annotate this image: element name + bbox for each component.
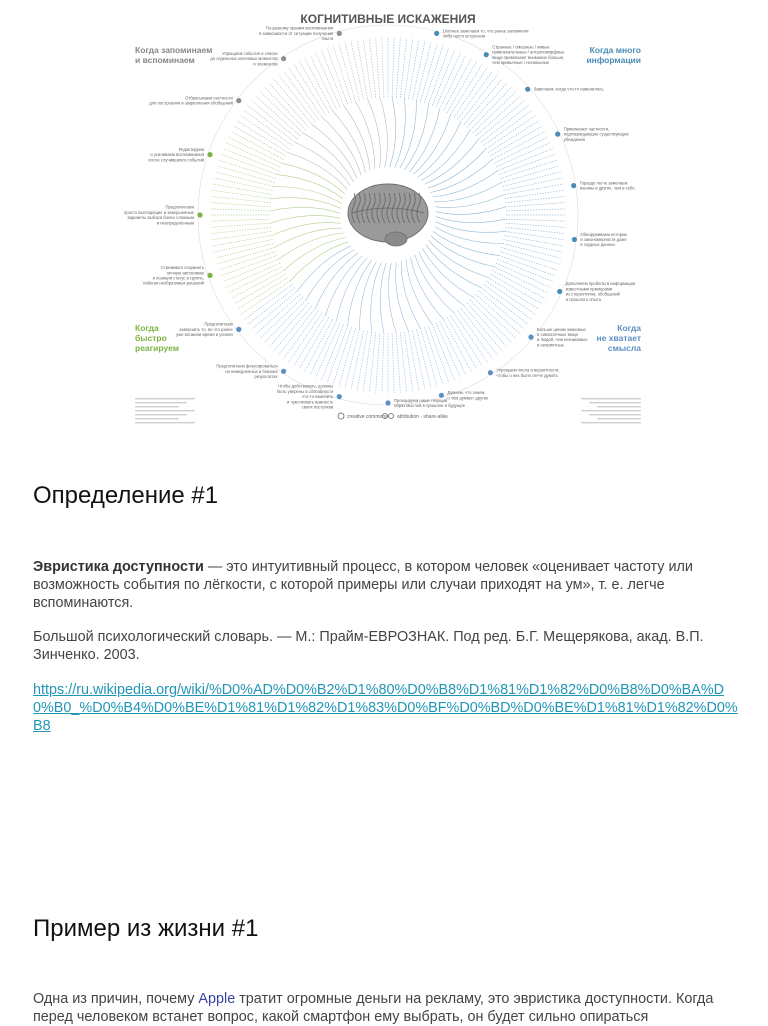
- bias-item-line: [210, 219, 270, 221]
- brain-shape: [348, 184, 428, 242]
- bias-branch: [421, 130, 470, 180]
- bias-item-line: [451, 64, 483, 115]
- category-note-line: в скудных данных: [580, 242, 616, 248]
- credit-line: [135, 414, 187, 415]
- bias-item-line: [488, 121, 539, 153]
- bias-item-line: [294, 64, 326, 115]
- bias-branch: [282, 163, 345, 194]
- bias-item-line: [392, 333, 394, 393]
- bias-item-line: [231, 270, 284, 298]
- bias-item-line: [333, 327, 352, 384]
- category-note-line: и неопределённым: [156, 220, 194, 226]
- category-dot: [557, 289, 562, 294]
- category-note-line: Обнаруживаем истории: [580, 231, 627, 237]
- bias-item-line: [396, 333, 400, 393]
- category-note-line: и позиции статус в группе,: [152, 275, 204, 281]
- category-note-line: Предпочитаем: [204, 321, 233, 327]
- bias-item-line: [274, 79, 313, 125]
- bias-item-line: [464, 79, 503, 125]
- bias-item-line: [213, 184, 272, 194]
- definition-paragraph: [33, 558, 738, 612]
- bias-item-line: [333, 46, 352, 103]
- category-note-line: убеждения: [563, 136, 585, 142]
- bias-item-line: [464, 305, 503, 351]
- bias-item-line: [231, 131, 284, 159]
- category-dot: [207, 152, 212, 157]
- category-note-line: По-разному храним воспоминания: [265, 25, 334, 31]
- bias-item-line: [213, 236, 272, 246]
- bias-item-line: [357, 40, 367, 99]
- definition-source: Большой психологический словарь. — М.: Прайм-ЕВРОЗНАК. Под ред. Б.Г. Мещерякова, акад. В.П. Зинченко. 2003.: [33, 629, 704, 663]
- bias-item-line: [486, 281, 536, 315]
- bias-branch: [426, 245, 481, 288]
- credit-line: [135, 402, 187, 403]
- category-note-line: Чтобы действовать, должны: [278, 383, 334, 389]
- category-note-line: просто выглядящие и завершенные: [124, 209, 194, 215]
- bias-item-line: [461, 308, 498, 355]
- bias-item-line: [505, 231, 564, 239]
- category-note-line: уже вложили время и усилия: [176, 332, 233, 338]
- bias-item-line: [278, 308, 315, 355]
- category-note-line: из стереотипов, обобщений: [565, 291, 620, 297]
- bias-item-line: [274, 305, 313, 351]
- bias-branch: [270, 207, 340, 213]
- bias-branch: [436, 207, 506, 215]
- bias-item-line: [417, 330, 432, 388]
- bias-item-line: [219, 252, 276, 271]
- bias-branch: [271, 198, 340, 209]
- bias-branch: [356, 102, 375, 169]
- bias-branch: [395, 98, 406, 167]
- bias-item-line: [506, 209, 566, 211]
- brand-name: Apple: [198, 991, 236, 1007]
- credit-line: [581, 410, 641, 411]
- category-dot: [337, 394, 342, 399]
- category-note-line: Замечаем, когда что-то изменилось: [533, 86, 604, 92]
- footer-license: attribution - share-alike: [397, 414, 448, 420]
- bias-item-line: [497, 259, 553, 282]
- share-alike-icon: [389, 414, 394, 419]
- quadrant-info-label: информации: [586, 55, 641, 65]
- bias-item-line: [481, 288, 528, 325]
- bias-item-line: [215, 244, 273, 259]
- bias-branch: [418, 122, 461, 177]
- bias-branch: [428, 149, 486, 188]
- cc-logo-icon: [338, 413, 344, 419]
- bias-branch: [360, 262, 377, 330]
- category-note-line: и прошлого опыта: [565, 296, 602, 302]
- category-dot: [434, 31, 439, 36]
- category-note-line: чем привычные / несмешные: [492, 60, 550, 65]
- category-note-line: быть уверены в способности: [276, 388, 334, 394]
- bias-item-line: [252, 101, 298, 140]
- category-note-line: вещи привлекают внимание больше,: [492, 54, 565, 60]
- category-dot: [281, 56, 286, 61]
- category-note-line: изъяны в других, чем в себе: [579, 185, 635, 191]
- category-note-line: известными примерами: [565, 286, 613, 292]
- bias-branch: [434, 183, 501, 202]
- category-note-line: Предпочитаем: [165, 204, 194, 210]
- category-note-line: о чём думают другие: [447, 395, 489, 401]
- category-note-line: Больше ценим знакомые: [537, 326, 586, 332]
- bias-branch: [431, 236, 494, 267]
- bias-item-line: [214, 178, 273, 191]
- bias-item-line: [417, 42, 432, 100]
- bias-item-line: [345, 330, 360, 388]
- bias-item-line: [443, 319, 471, 372]
- credit-line: [135, 406, 179, 407]
- category-note-line: Странные / смешные / живые: [492, 44, 550, 50]
- category-note-line: Стремимся сохранить: [160, 265, 204, 271]
- category-dot: [484, 52, 489, 57]
- bias-item-line: [304, 319, 332, 372]
- bias-item-line: [237, 121, 288, 153]
- bias-item-line: [376, 333, 380, 393]
- quadrant-speed-label: реагируем: [135, 343, 180, 353]
- category-note-line: Дополняем пробелы в информации: [565, 281, 636, 287]
- bias-item-line: [316, 52, 340, 107]
- brain-cerebellum: [385, 232, 407, 246]
- bias-item-line: [496, 143, 551, 167]
- cognitive-biases-wheel: [124, 0, 643, 430]
- example-text-after: тратит огромные деньги на рекламу, это эвристика доступности. Когда перед человеком встанет вопрос, какой смартфон ему выбрать, он будет сильно опираться: [33, 991, 714, 1025]
- category-note-line: завершить то, во что ранее: [179, 326, 233, 332]
- bias-item-line: [436, 323, 460, 378]
- brain-icon: [348, 184, 428, 246]
- bias-item-line: [248, 105, 295, 142]
- bias-item-line: [345, 42, 360, 100]
- bias-branch: [404, 104, 428, 170]
- credit-line: [597, 418, 641, 419]
- quadrant-meaning-label: смысла: [607, 343, 641, 353]
- bias-item-line: [492, 131, 545, 159]
- category-note-line: своих поступков: [301, 404, 334, 410]
- category-note-line: и закономерности даже: [580, 237, 627, 242]
- bias-item-line: [461, 75, 498, 122]
- definition-heading: Определение #1: [33, 482, 219, 509]
- bias-item-line: [392, 37, 394, 97]
- wikipedia-link[interactable]: https://ru.wikipedia.org/wiki/%D0%AD%D0%B2%D1%80%D0%B8%D1%81%D1%82%D0%B8%D0%BA%D0%B0_%D0%B4%D0%BE%D1%81%D1%82%D1%83%D0%BF%D0%BD%D0%BE%D1%81%D1%82%D0%B8: [33, 682, 738, 734]
- category-dot: [337, 31, 342, 36]
- bias-branch: [290, 242, 348, 281]
- category-note-line: в зависимости от ситуации получения: [259, 30, 334, 36]
- bias-item-line: [409, 331, 419, 390]
- quadrant-speed-label: Когда: [135, 323, 159, 333]
- bias-item-line: [351, 41, 364, 100]
- quadrant-meaning-label: не хватает: [596, 333, 641, 343]
- category-note-line: для построения и закрепления обобщений: [149, 100, 233, 106]
- quadrant-memory-label: и вспоминаем: [135, 55, 195, 65]
- bias-branch: [436, 217, 506, 223]
- credit-line: [135, 422, 195, 423]
- bias-branch: [390, 97, 396, 167]
- category-note-line: опыта: [321, 36, 334, 42]
- bias-item-line: [210, 209, 270, 211]
- bias-item-line: [404, 332, 412, 391]
- bias-item-line: [210, 203, 270, 207]
- category-note-line: на немедленных и близких: [225, 368, 278, 374]
- category-dot: [281, 369, 286, 374]
- bias-branch: [433, 231, 499, 255]
- bias-branch: [389, 263, 397, 333]
- bias-item-line: [481, 105, 528, 142]
- bias-item-line: [215, 172, 273, 187]
- credit-line: [597, 406, 641, 407]
- bias-branch: [275, 228, 342, 247]
- bias-branch: [380, 97, 388, 167]
- bias-branch: [303, 133, 353, 182]
- bias-branch: [435, 227, 503, 244]
- bias-branch: [415, 255, 454, 313]
- category-note-line: и чувствовать важность: [287, 399, 334, 405]
- bias-branch: [315, 253, 358, 308]
- category-note-line: подтверждающие существующие: [563, 131, 629, 137]
- category-dot: [572, 237, 577, 242]
- category-note-line: что-то изменить: [301, 394, 334, 400]
- bias-item-line: [357, 331, 367, 390]
- bias-item-line: [289, 67, 323, 117]
- bias-item-line: [363, 332, 371, 391]
- bias-item-line: [248, 288, 295, 325]
- bias-item-line: [240, 116, 290, 150]
- category-note-line: и элементов: [253, 61, 278, 67]
- bias-item-line: [425, 46, 444, 103]
- category-note-line: либо часто встречали: [442, 33, 486, 39]
- bias-item-line: [500, 160, 557, 179]
- cognitive-biases-figure: [124, 0, 643, 430]
- bias-item-line: [240, 281, 290, 315]
- bias-item-line: [500, 252, 557, 271]
- bias-item-line: [503, 244, 561, 259]
- category-note-line: и людей, чем незнакомые: [537, 337, 588, 343]
- quadrant-speed-label: быстро: [135, 333, 167, 343]
- category-note-line: Упрощаем события и списки: [222, 51, 278, 56]
- credit-line: [589, 414, 641, 415]
- bias-item-line: [404, 39, 412, 98]
- category-note-line: варианты выбора более сложным: [127, 215, 194, 221]
- category-note-line: Думаем, что знаем,: [447, 390, 486, 396]
- category-note-line: привлекательные / антропоморфные: [492, 49, 565, 55]
- link-paragraph: [33, 681, 738, 735]
- category-dot: [528, 335, 533, 340]
- bias-branch: [274, 187, 342, 204]
- definition-text: — это интуитивный процесс, в котором человек «оценивает частоту или возможность события по лёгкости, с которой примеры или случаи приходят на ум», т. е. легче вспоминаются.: [33, 559, 693, 611]
- category-note-line: Предпочитаем фокусироваться: [216, 363, 278, 369]
- category-note-line: Отбрасываем частности: [185, 95, 233, 101]
- example-heading: Пример из жизни #1: [33, 915, 259, 942]
- bias-item-line: [363, 39, 371, 98]
- category-note-line: Охотнее замечаем то, что ранее запомнили: [442, 28, 529, 34]
- example-text-before: Одна из причин, почему: [33, 991, 199, 1007]
- bias-branch: [371, 263, 382, 332]
- bias-item-line: [409, 40, 419, 99]
- bias-item-line: [413, 330, 426, 389]
- bias-item-line: [413, 41, 426, 100]
- bias-item-line: [237, 278, 288, 310]
- footer-cc: creative commons: [347, 414, 388, 420]
- definition-term: Эвристика доступности: [33, 559, 204, 575]
- bias-item-line: [219, 160, 276, 179]
- bias-item-line: [225, 263, 280, 287]
- category-dot: [488, 370, 493, 375]
- bias-item-line: [214, 240, 273, 253]
- category-note-line: и симпатичные вещи: [537, 332, 578, 337]
- bias-item-line: [443, 58, 471, 111]
- category-dot: [236, 327, 241, 332]
- bias-item-line: [382, 333, 384, 393]
- bias-branch: [401, 261, 420, 328]
- bias-item-line: [503, 178, 562, 191]
- category-note-line: Проецируем наше текущий: [394, 397, 448, 403]
- bias-branch: [436, 222, 505, 233]
- bias-item-line: [451, 315, 483, 366]
- bias-branch: [409, 109, 440, 172]
- bias-item-line: [496, 263, 551, 287]
- category-dot: [236, 98, 241, 103]
- bias-item-line: [212, 190, 271, 198]
- quadrant-memory-label: Когда запоминаем: [135, 45, 213, 55]
- bias-item-line: [504, 184, 563, 194]
- bias-item-line: [304, 58, 332, 111]
- figure-title: КОГНИТИВНЫЕ ИСКАЖЕНИЯ: [300, 12, 476, 26]
- bias-branch: [400, 101, 417, 169]
- category-note-line: личную автономию: [166, 270, 204, 276]
- bias-item-line: [492, 270, 545, 298]
- bias-item-line: [225, 143, 280, 167]
- credit-line: [135, 398, 195, 399]
- bias-item-line: [223, 259, 279, 282]
- credit-line: [581, 422, 641, 423]
- bias-item-line: [503, 240, 562, 253]
- category-note-line: чтобы о них было легче думать: [496, 372, 558, 378]
- category-dot: [571, 183, 576, 188]
- category-dot: [197, 212, 202, 217]
- category-note-line: и неприятные: [537, 342, 564, 348]
- category-note-line: избегая необратимых решений: [143, 280, 204, 286]
- category-note-line: результатах: [254, 374, 278, 379]
- credit-line: [135, 410, 195, 411]
- bias-item-line: [503, 172, 561, 187]
- category-dot: [385, 400, 390, 405]
- bias-item-line: [382, 37, 384, 97]
- bias-item-line: [506, 219, 566, 221]
- bias-item-line: [497, 148, 553, 171]
- bias-item-line: [506, 203, 566, 207]
- bias-branch: [423, 248, 473, 297]
- bias-branch: [306, 250, 355, 300]
- bias-item-line: [396, 37, 400, 97]
- category-dot: [555, 132, 560, 137]
- bias-branch: [270, 216, 340, 224]
- bias-item-line: [316, 323, 340, 378]
- category-note-line: и усиливаем воспоминания: [150, 152, 204, 158]
- bias-item-line: [321, 50, 344, 106]
- bias-item-line: [223, 148, 279, 171]
- bias-item-line: [432, 50, 455, 106]
- category-note-line: образ мыслей в прошлое и будущее: [394, 403, 466, 409]
- category-dot: [207, 273, 212, 278]
- bias-item-line: [478, 101, 524, 140]
- bias-item-line: [486, 116, 536, 150]
- bias-item-line: [351, 330, 364, 389]
- category-note-line: Упрощаем числа и вероятности,: [496, 367, 560, 373]
- quadrant-info-label: Когда много: [589, 45, 641, 55]
- bias-item-line: [478, 291, 524, 330]
- bias-branch: [380, 263, 386, 333]
- bias-branch: [295, 142, 350, 185]
- bias-item-line: [504, 236, 563, 246]
- bias-branch: [348, 260, 372, 326]
- example-paragraph: [33, 990, 738, 1026]
- credit-line: [589, 402, 641, 403]
- credit-line: [135, 418, 179, 419]
- bias-item-line: [212, 231, 271, 239]
- category-note-line: Гораздо легче замечаем: [579, 180, 628, 186]
- bias-item-line: [432, 324, 455, 380]
- bias-item-line: [505, 190, 564, 198]
- bias-item-line: [454, 67, 488, 117]
- bias-item-line: [488, 278, 539, 310]
- category-note-line: Привлекают частности,: [563, 126, 610, 132]
- bias-item-line: [436, 52, 460, 107]
- bias-item-line: [278, 75, 315, 122]
- bias-item-line: [506, 223, 566, 227]
- bias-item-line: [289, 313, 323, 363]
- bias-item-line: [294, 315, 326, 366]
- bias-item-line: [321, 324, 344, 380]
- category-note-line: до отдельных ключевых моментов: [210, 56, 278, 62]
- bias-branch: [322, 117, 361, 175]
- bias-item-line: [210, 223, 270, 227]
- bias-branch: [336, 258, 367, 321]
- category-note-line: Редактируем: [178, 146, 204, 152]
- bias-item-line: [425, 327, 444, 384]
- bias-item-line: [252, 291, 298, 330]
- category-note-line: после случившихся событий: [148, 157, 204, 163]
- category-dot: [525, 87, 530, 92]
- bias-item-line: [376, 37, 380, 97]
- bias-branch: [277, 175, 343, 199]
- credit-line: [581, 398, 641, 399]
- quadrant-meaning-label: Когда: [617, 323, 641, 333]
- bias-item-line: [454, 313, 488, 363]
